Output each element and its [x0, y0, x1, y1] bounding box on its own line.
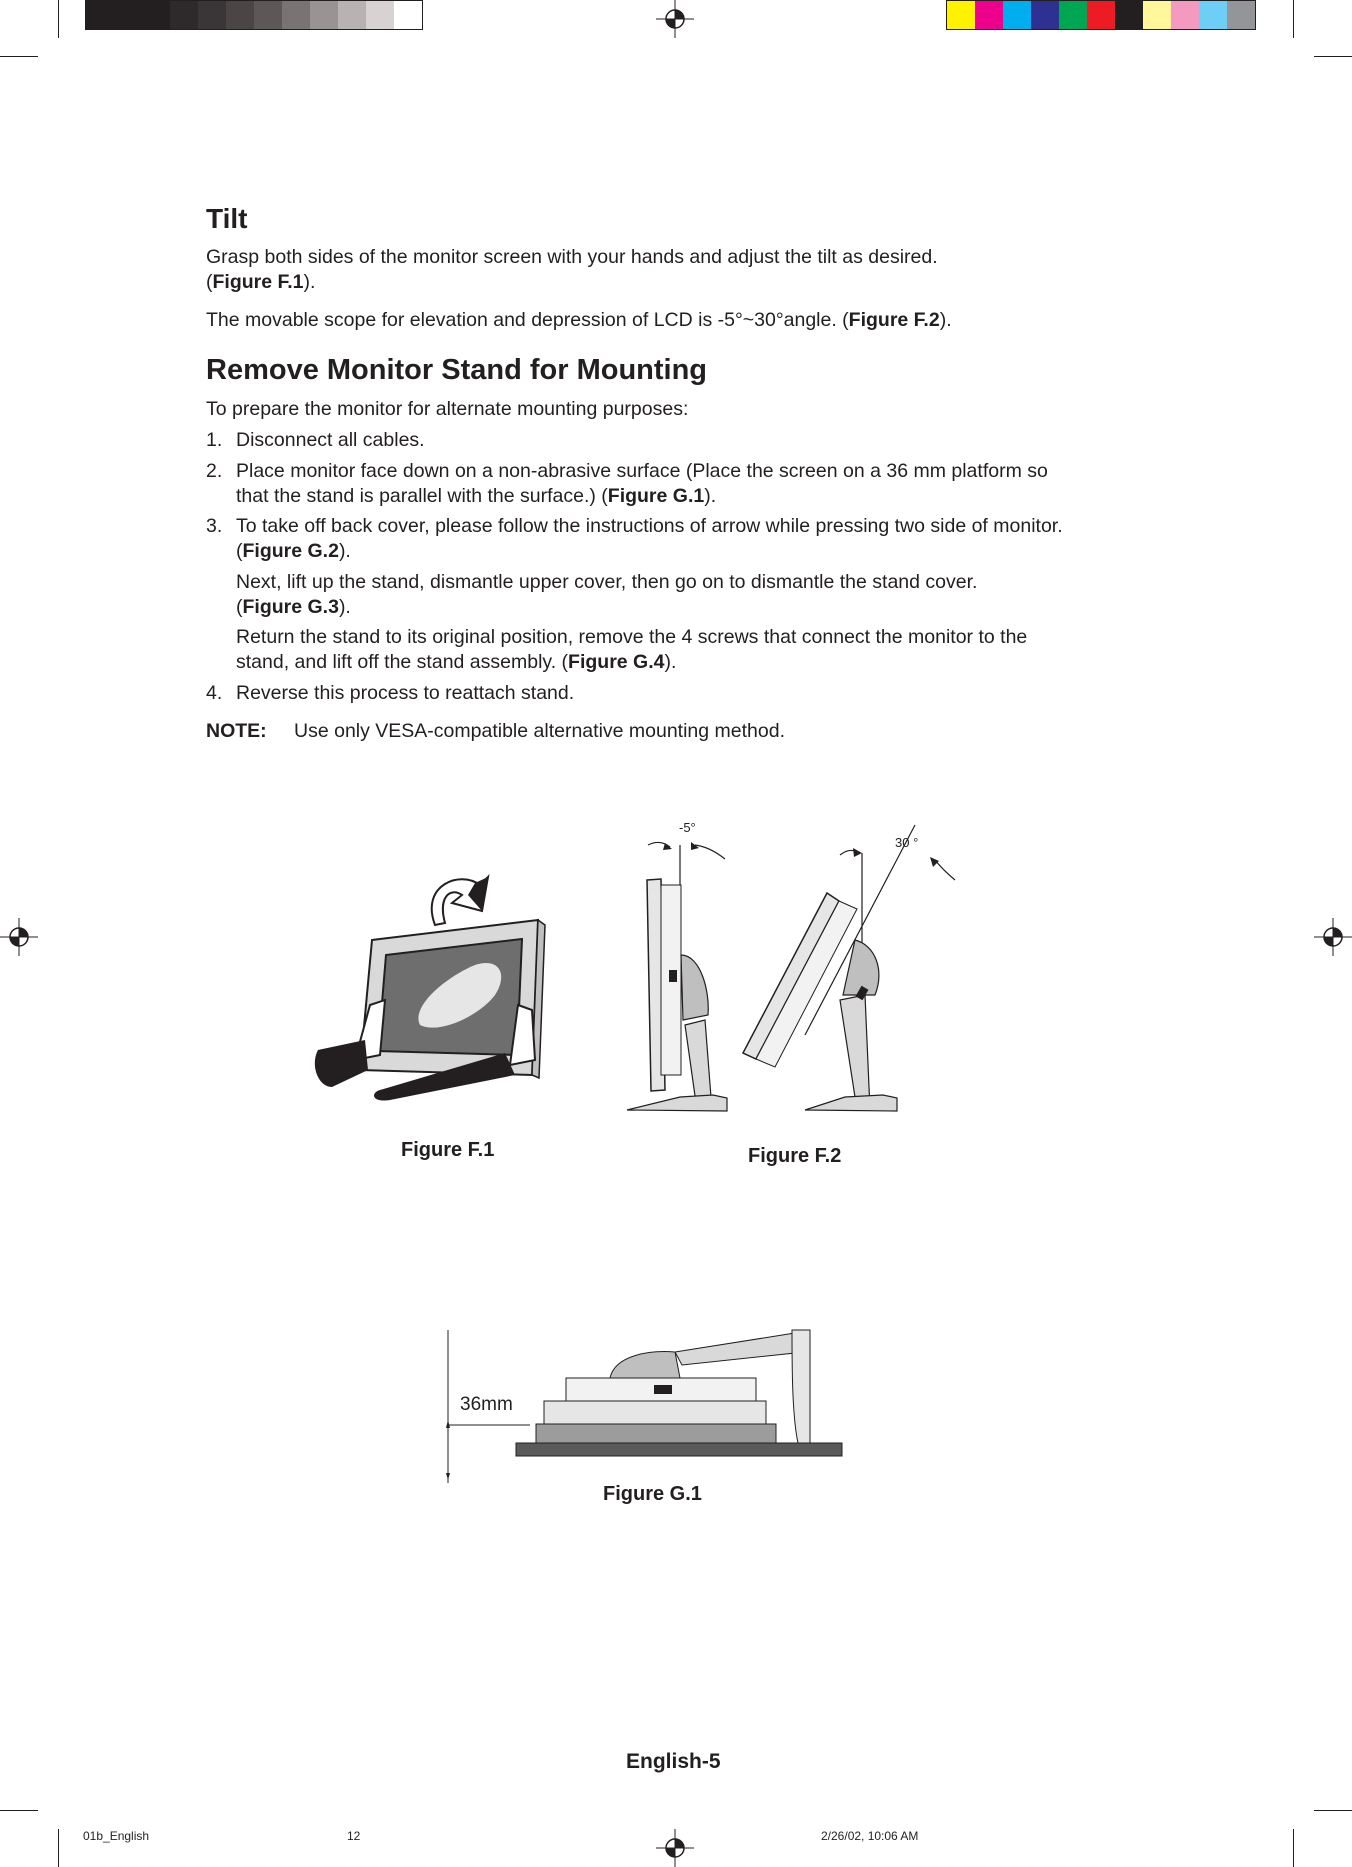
stand-base-right [805, 1095, 897, 1111]
color-swatch [226, 1, 254, 29]
figure-ref: Figure G.2 [242, 540, 339, 562]
color-swatch [114, 1, 142, 29]
registration-target-bottom [656, 1829, 694, 1867]
slug-date: 2/26/02, 10:06 AM [821, 1829, 919, 1843]
figure-ref: Figure F.1 [212, 271, 304, 293]
color-swatch-bar [946, 0, 1256, 30]
crop-mark [1293, 1829, 1294, 1867]
note [206, 719, 1146, 744]
angle-label-minus5: -5° [679, 820, 696, 835]
note-text: Use only VESA-compatible alternative mounting method. [294, 720, 786, 742]
crop-mark [0, 1810, 38, 1811]
crop-mark [1314, 1810, 1352, 1811]
color-swatch [1171, 1, 1199, 29]
slug-page: 12 [347, 1829, 361, 1843]
platform [536, 1424, 776, 1443]
color-swatch [282, 1, 310, 29]
color-swatch [338, 1, 366, 29]
page-number: English-5 [626, 1750, 721, 1773]
color-swatch [1087, 1, 1115, 29]
tilt-p1-text: Grasp both sides of the monitor screen with your hands and adjust the tilt as desired. [206, 246, 938, 268]
color-swatch [310, 1, 338, 29]
figure-f1-caption: Figure F.1 [401, 1139, 495, 1161]
table-surface [516, 1443, 842, 1456]
remove-stand-heading: Remove Monitor Stand for Mounting [206, 354, 708, 386]
step-list: 1. Disconnect all cables. 2. Place monitor face down on a non-abrasive surface (Place the screen on a 36 mm platform so that the stand is parallel with the surface.) (Figure G.1). 3. To take off back cover, please follow the instructions of arrow while pressing two side of monitor. (Figure G.2). Next, lift up the stand, dismantle upper cover, then go on to dismantle the stand cover. (Figure G.3). Return the stand to its original position, remove the 4 screws that connect the monitor to the stand, and lift off the stand assembly. (Figure G.4). 4. Reverse this process to reattach stand. [206, 429, 1063, 704]
color-swatch [1199, 1, 1227, 29]
color-swatch [86, 1, 114, 29]
remove-intro: To prepare the monitor for alternate mounting purposes: [206, 398, 689, 420]
angle-label-30: 30 ° [895, 835, 919, 850]
figure-ref: Figure G.3 [242, 596, 339, 618]
figure-f2-illustration [625, 815, 970, 1115]
color-swatch [947, 1, 975, 29]
crop-mark [1293, 0, 1294, 38]
tilt-p2-text: The movable scope for elevation and depression of LCD is -5°~30°angle. ( [206, 309, 849, 331]
color-swatch [366, 1, 394, 29]
crop-mark [1314, 56, 1352, 57]
stand-base-left [627, 1095, 727, 1111]
figure-ref: Figure F.2 [848, 309, 940, 331]
color-swatch [198, 1, 226, 29]
color-swatch [170, 1, 198, 29]
figure-f2-caption: Figure F.2 [748, 1145, 842, 1167]
crop-mark [0, 56, 38, 57]
color-swatch [975, 1, 1003, 29]
grayscale-swatch-bar [85, 0, 423, 30]
color-swatch [254, 1, 282, 29]
tilt-paragraph-1: Grasp both sides of the monitor screen with your hands and adjust the tilt as desired. (Figure F.1). [206, 246, 938, 293]
left-arm [315, 1040, 368, 1087]
figure-ref: Figure G.4 [568, 651, 665, 673]
tilt-paragraph-2: The movable scope for elevation and depression of LCD is -5°~30°angle. (Figure F.2). [206, 309, 952, 331]
figure-g1-caption: Figure G.1 [603, 1483, 702, 1505]
dimension-label-36mm: 36mm [460, 1394, 513, 1415]
registration-target-top [656, 0, 694, 38]
figure-ref: Figure G.1 [607, 485, 705, 507]
figure-f1-illustration [310, 865, 550, 1105]
crop-mark [58, 1829, 59, 1867]
tilt-heading: Tilt [206, 203, 248, 234]
color-swatch [1143, 1, 1171, 29]
color-swatch [1115, 1, 1143, 29]
color-swatch [142, 1, 170, 29]
slug-filename: 01b_English [83, 1829, 150, 1843]
color-swatch [1227, 1, 1255, 29]
color-swatch [1059, 1, 1087, 29]
note-label: NOTE: [206, 720, 267, 742]
registration-target-left [0, 918, 38, 956]
color-swatch [1003, 1, 1031, 29]
registration-target-right [1314, 918, 1352, 956]
crop-mark [58, 0, 59, 38]
color-swatch [1031, 1, 1059, 29]
color-swatch [394, 1, 422, 29]
